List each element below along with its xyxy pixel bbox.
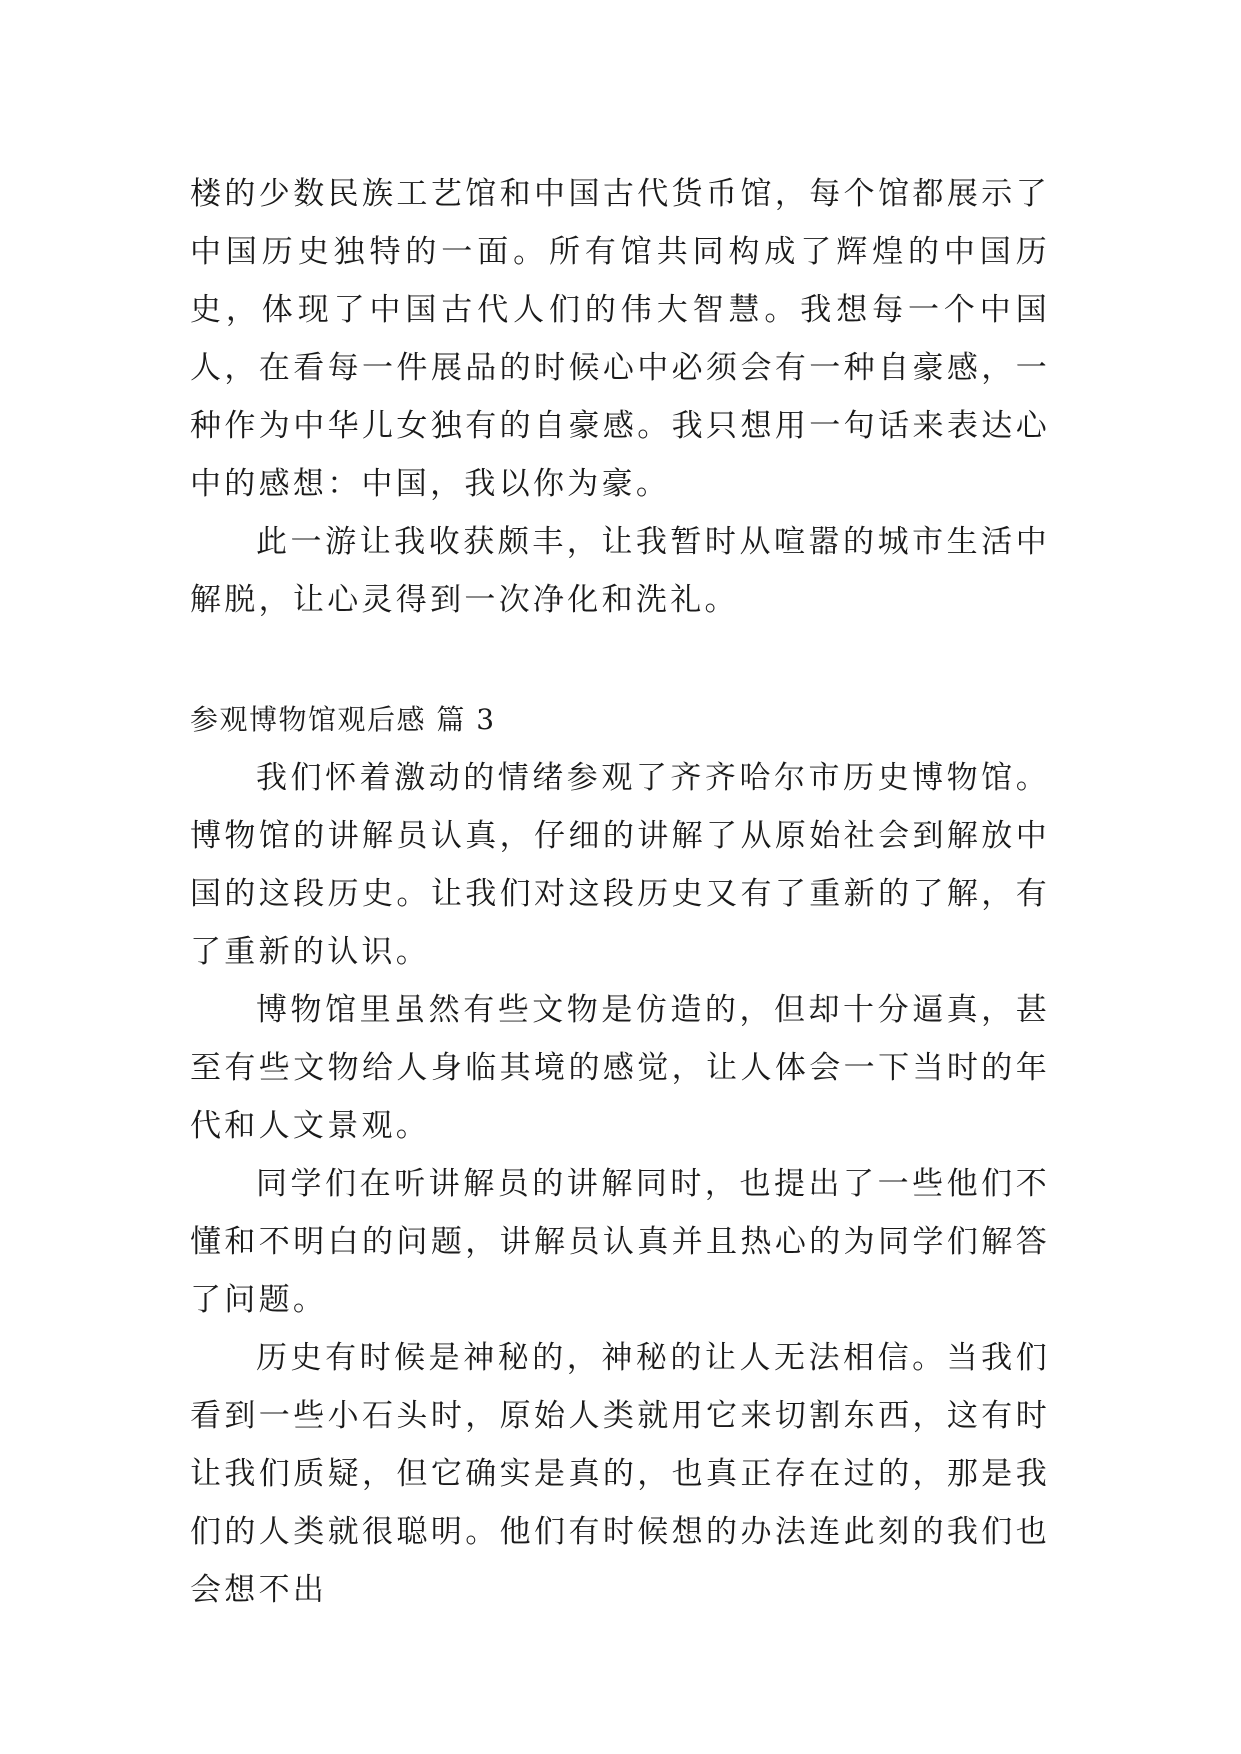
section-paragraph-2: 博物馆里虽然有些文物是仿造的，但却十分逼真，甚至有些文物给人身临其境的感觉，让人体会一下当时的年代和人文景观。 — [190, 992, 1050, 1144]
section-heading: 参观博物馆观后感 篇 3 — [190, 703, 496, 736]
section-paragraph-3: 同学们在听讲解员的讲解同时，也提出了一些他们不懂和不明白的问题，讲解员认真并且热心的为同学们解答了问题。 — [190, 1166, 1050, 1318]
paragraph-continued: 楼的少数民族工艺馆和中国古代货币馆，每个馆都展示了中国历史独特的一面。所有馆共同构成了辉煌的中国历史，体现了中国古代人们的伟大智慧。我想每一个中国人，在看每一件展品的时候心中必须会有一种自豪感，一种作为中华儿女独有的自豪感。我只想用一句话来表达心中的感想：中国，我以你为豪。 — [190, 176, 1050, 502]
document-page — [190, 165, 1050, 1619]
section-paragraph-4: 历史有时候是神秘的，神秘的让人无法相信。当我们看到一些小石头时，原始人类就用它来切割东西，这有时让我们质疑，但它确实是真的，也真正存在过的，那是我们的人类就很聪明。他们有时候想的办法连此刻的我们也会想不出 — [190, 1340, 1050, 1608]
paragraph-conclusion: 此一游让我收获颇丰，让我暂时从喧嚣的城市生活中解脱，让心灵得到一次净化和洗礼。 — [190, 524, 1050, 618]
section-paragraph-1: 我们怀着激动的情绪参观了齐齐哈尔市历史博物馆。博物馆的讲解员认真，仔细的讲解了从原始社会到解放中国的这段历史。让我们对这段历史又有了重新的了解，有了重新的认识。 — [190, 760, 1050, 970]
